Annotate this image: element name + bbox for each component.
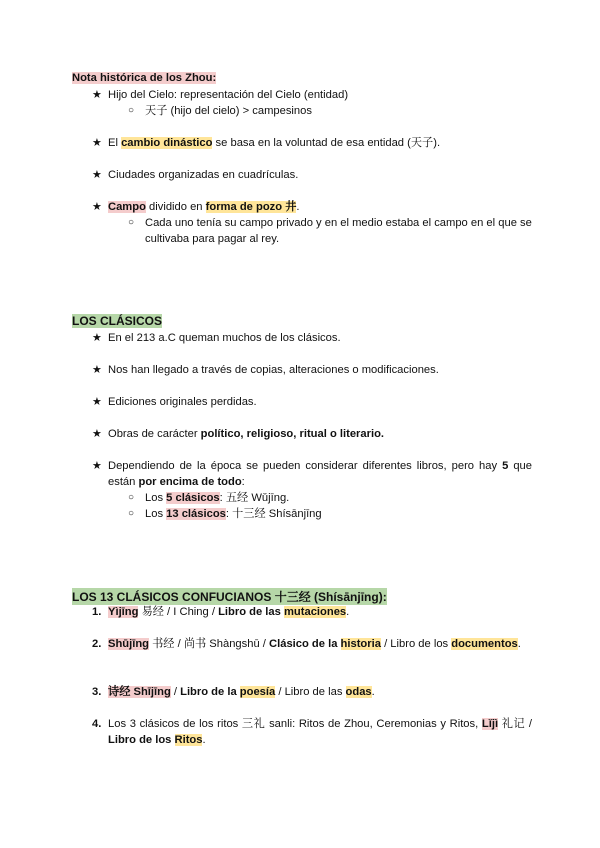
star-icon: ★ [92,428,103,440]
sub-bullet-text: 天子 (hijo del cielo) > campesinos [145,105,312,117]
bullet-text: Campo dividido en forma de pozo 井. [108,201,300,213]
bullet-text: En el 213 a.C queman muchos de los clásicos. [108,332,341,344]
heading-13-clasicos: LOS 13 CLÁSICOS CONFUCIANOS 十三经 (Shísānjīng): [72,590,387,604]
star-icon: ★ [92,201,103,213]
sub-bullet-text: Los 13 clásicos: 十三经 Shísānjīng [145,508,322,520]
circle-icon: ○ [128,492,135,503]
highlight: cambio dinástico [121,137,213,149]
star-icon: ★ [92,332,103,344]
bullet-text: Dependiendo de la época se pueden considerar diferentes libros, pero hay 5 que están por encima de todo: [108,460,533,488]
item-text: Yìjīng 易经 / I Ching / Libro de las mutaciones. [108,606,350,618]
item-number: 2. [92,638,102,650]
bullet-text: Nos han llegado a través de copias, alteraciones o modificaciones. [108,364,439,376]
highlight: Campo [108,201,146,213]
circle-icon: ○ [128,508,135,519]
item-text: Shūjīng 书经 / 尚书 Shàngshū / Clásico de la historia / Libro de los documentos. [108,638,521,650]
star-icon: ★ [92,396,103,408]
circle-icon: ○ [128,217,135,228]
bullet-text: Ediciones originales perdidas. [108,396,257,408]
star-icon: ★ [92,89,103,101]
star-icon: ★ [92,364,103,376]
highlight: 5 clásicos [166,492,220,504]
circle-icon: ○ [128,105,135,116]
bullet-text: El cambio dinástico se basa en la voluntad de esa entidad (天子). [108,137,441,149]
highlight: 13 clásicos [166,508,226,520]
star-icon: ★ [92,460,103,472]
star-icon: ★ [92,169,103,181]
bullet-text: Hijo del Cielo: representación del Cielo (entidad) [108,89,349,101]
star-icon: ★ [92,137,103,149]
item-text: Los 3 clásicos de los ritos 三礼 sanli: Ritos de Zhou, Ceremonias y Ritos, Lǐjì 礼记 / Libro de los Ritos. [108,718,533,746]
bullet-text: Ciudades organizadas en cuadrículas. [108,169,299,181]
highlight: forma de pozo 井 [205,201,297,213]
heading-clasicos: LOS CLÁSICOS [72,314,163,328]
sub-bullet-text: Cada uno tenía su campo privado y en el medio estaba el campo en el que se cultivaba para pagar al rey. [145,217,532,245]
heading-zhou: Nota histórica de los Zhou: [72,72,217,84]
item-number: 4. [92,718,102,730]
bullet-text: Obras de carácter político, religioso, ritual o literario. [108,428,385,440]
sub-bullet-text: Los 5 clásicos: 五经 Wǔjīng. [145,492,290,504]
item-text: 诗经 Shījīng / Libro de la poesía / Libro de las odas. [108,686,375,698]
item-number: 1. [92,606,102,618]
item-number: 3. [92,686,102,698]
